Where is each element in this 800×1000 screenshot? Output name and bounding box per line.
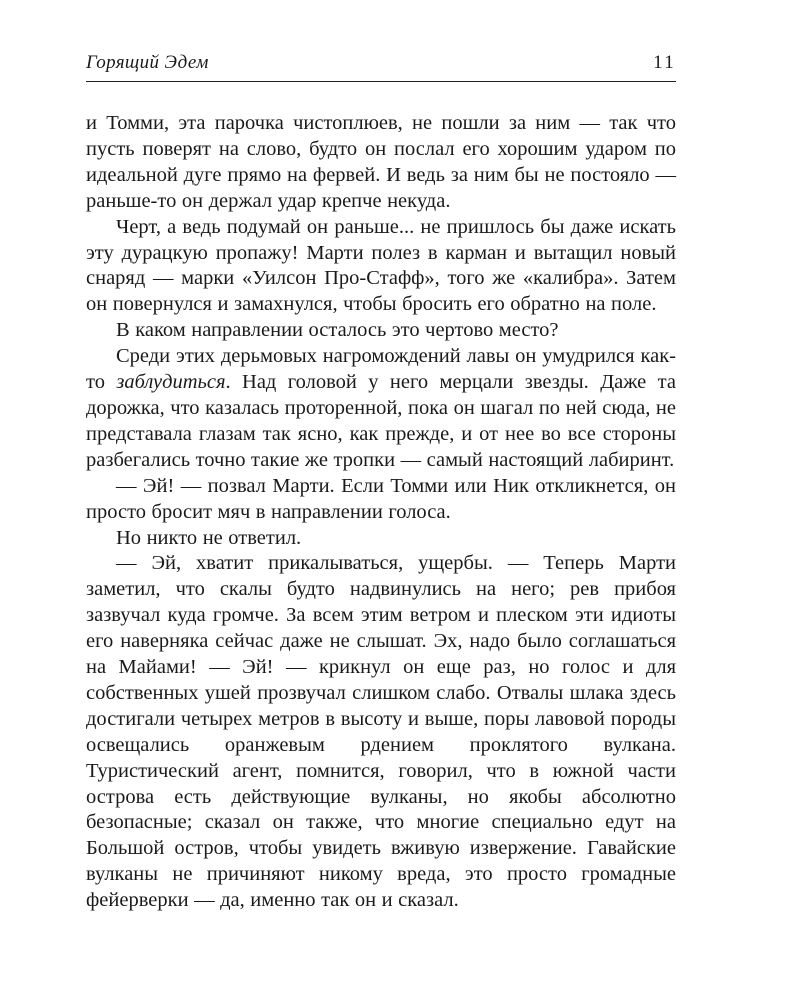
page-number: 11 (653, 52, 676, 73)
text-run: Черт, а ведь подумай он раньше... не пришлось бы даже искать эту дурацкую пропажу! Марти полез в карман и вытащил новый снаряд — марки «Уилсон Про-Стафф», того же «калибра». Затем он повернулся и замахнулся, чтобы бросить его обратно на поле. (86, 215, 676, 316)
body-text (86, 111, 676, 914)
text-run: В каком направлении осталось это чертово место? (116, 319, 559, 342)
paragraph (86, 474, 676, 526)
text-run: и Томми, эта парочка чистоплюев, не пошли за ним — так что пусть поверят на слово, будто он послал его хорошим ударом по идеальной дуге прямо на фервей. И ведь за ним бы не постояло — раньше-то он держал удар крепче некуда. (86, 112, 676, 212)
text-run: . Над головой у него мерцали звезды. Даже та дорожка, что казалась проторенной, пока он шагал по ней сюда, не представала глазам так ясно, как прежде, и от нее во все стороны разбегались точно такие же тропки — самый настоящий лабиринт. (86, 371, 676, 471)
header-rule (86, 81, 676, 82)
paragraph (86, 215, 676, 319)
italic-text-run: заблудиться (116, 371, 226, 394)
paragraph (86, 344, 676, 474)
text-run: — Эй, хватит прикалываться, ущербы. — Теперь Марти заметил, что скалы будто надвинулись на него; рев прибоя зазвучал куда громче. За всем этим ветром и плеском эти идиоты его наверняка сейчас даже не слышат. Эх, надо было соглашаться на Майами! — Эй! — крикнул он еще раз, но голос и для собственных ушей прозвучал слишком слабо. Отвалы шлака здесь достигали четырех метров в высоту и выше, поры лавовой породы освещались оранжевым рдением проклятого вулкана. Туристический агент, помнится, говорил, что в южной части острова есть действующие вулканы, но якобы абсолютно безопасные; сказал он также, что многие специально едут на Большой остров, чтобы увидеть вживую извержение. Гавайские вулканы не причиняют никому вреда, это просто громадные фейерверки — да, именно так он и сказал. (86, 552, 676, 912)
paragraph (86, 318, 676, 344)
book-title: Горящий Эдем (86, 52, 209, 73)
running-header (86, 52, 676, 74)
paragraph (86, 551, 676, 914)
paragraph (86, 111, 676, 215)
text-run: — Эй! — позвал Марти. Если Томми или Ник откликнется, он просто бросит мяч в направлении голоса. (86, 474, 676, 523)
text-run: Но никто не ответил. (116, 526, 302, 549)
paragraph (86, 526, 676, 552)
text-run: Среди этих дерьмовых нагромождений лавы он умудрился как-то (86, 345, 676, 394)
